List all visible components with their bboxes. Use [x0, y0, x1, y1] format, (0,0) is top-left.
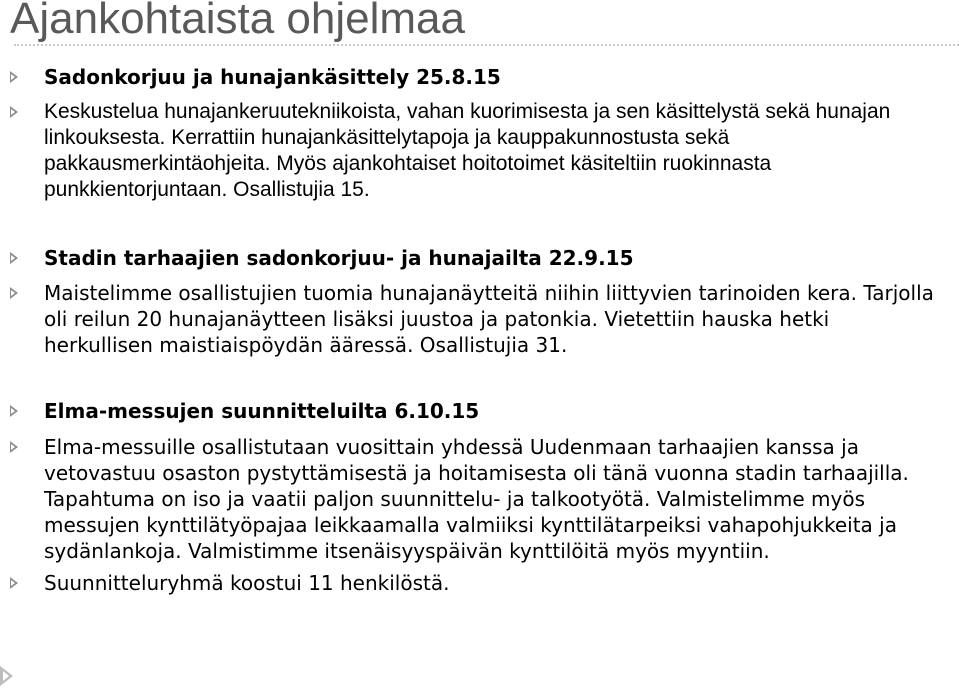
bullet-arrow-icon — [10, 405, 18, 417]
bullet-text: Stadin tarhaajien sadonkorjuu- ja hunajailta 22.9.15 — [44, 246, 634, 270]
bullet-arrow-icon — [10, 106, 18, 118]
bullet-arrow-icon — [10, 441, 18, 453]
bullet-text: Maistelimme osallistujien tuomia hunajanäytteitä niihin liittyvien tarinoiden kera. Tarjolla oli reilun 20 hunajanäytteen lisäksi juustoa ja patonkia. Vietettiin hauska hetki herkullisen maistiaispöydän ääressä. Osallistujia 31. — [44, 281, 934, 357]
bullet-text: Suunnitteluryhmä koostui 11 henkilöstä. — [44, 571, 450, 595]
title-divider — [14, 44, 959, 46]
bullet-arrow-icon — [10, 71, 18, 83]
bullet-arrow-icon — [10, 252, 18, 264]
bullet-text: Elma-messuille osallistutaan vuosittain yhdessä Uudenmaan tarhaajien kanssa ja vetovastuu osaston pystyttämisestä ja hoitamisesta oli tänä vuonna stadin tarhaajilla. Tapahtuma on iso ja vaatii paljon suunnittelu- ja talkootyötä. Valmistelimme myös messujen kynttilätyöpajaa leikkaamalla valmiiksi kynttilätarpeiksi vahapohjukkeita ja sydänlankoja. Valmistimme itsenäisyyspäivän kynttilöitä myös myyntiin. — [44, 435, 909, 563]
bullet-heading-sadonkorjuu — [10, 64, 940, 90]
bullet-body-suunnitteluryhma — [10, 570, 940, 596]
bullet-body-hunajailta — [10, 280, 940, 358]
bullet-body-sadonkorjuu — [10, 99, 940, 203]
bullet-arrow-icon — [10, 287, 18, 299]
bullet-arrow-icon — [10, 577, 18, 589]
bullet-text: Elma-messujen suunnitteluilta 6.10.15 — [44, 399, 480, 423]
bullet-heading-elma — [10, 398, 940, 424]
decorative-arrow-icon — [0, 666, 13, 686]
bullet-heading-hunajailta — [10, 245, 940, 271]
bullet-text: Keskustelua hunajankeruutekniikoista, vahan kuorimisesta ja sen käsittelystä sekä hunajan linkouksesta. Kerrattiin hunajankäsittelytapoja ja kauppakunnostusta sekä pakkausmerkintäohjeita. Myös ajankohtaiset hoitotoimet käsiteltiin ruokinnasta punkkientorjuntaan. Osallistujia 15. — [44, 100, 891, 201]
slide-title: Ajankohtaista ohjelmaa — [10, 0, 465, 43]
bullet-text: Sadonkorjuu ja hunajankäsittely 25.8.15 — [44, 65, 501, 89]
bullet-body-elma — [10, 434, 940, 564]
